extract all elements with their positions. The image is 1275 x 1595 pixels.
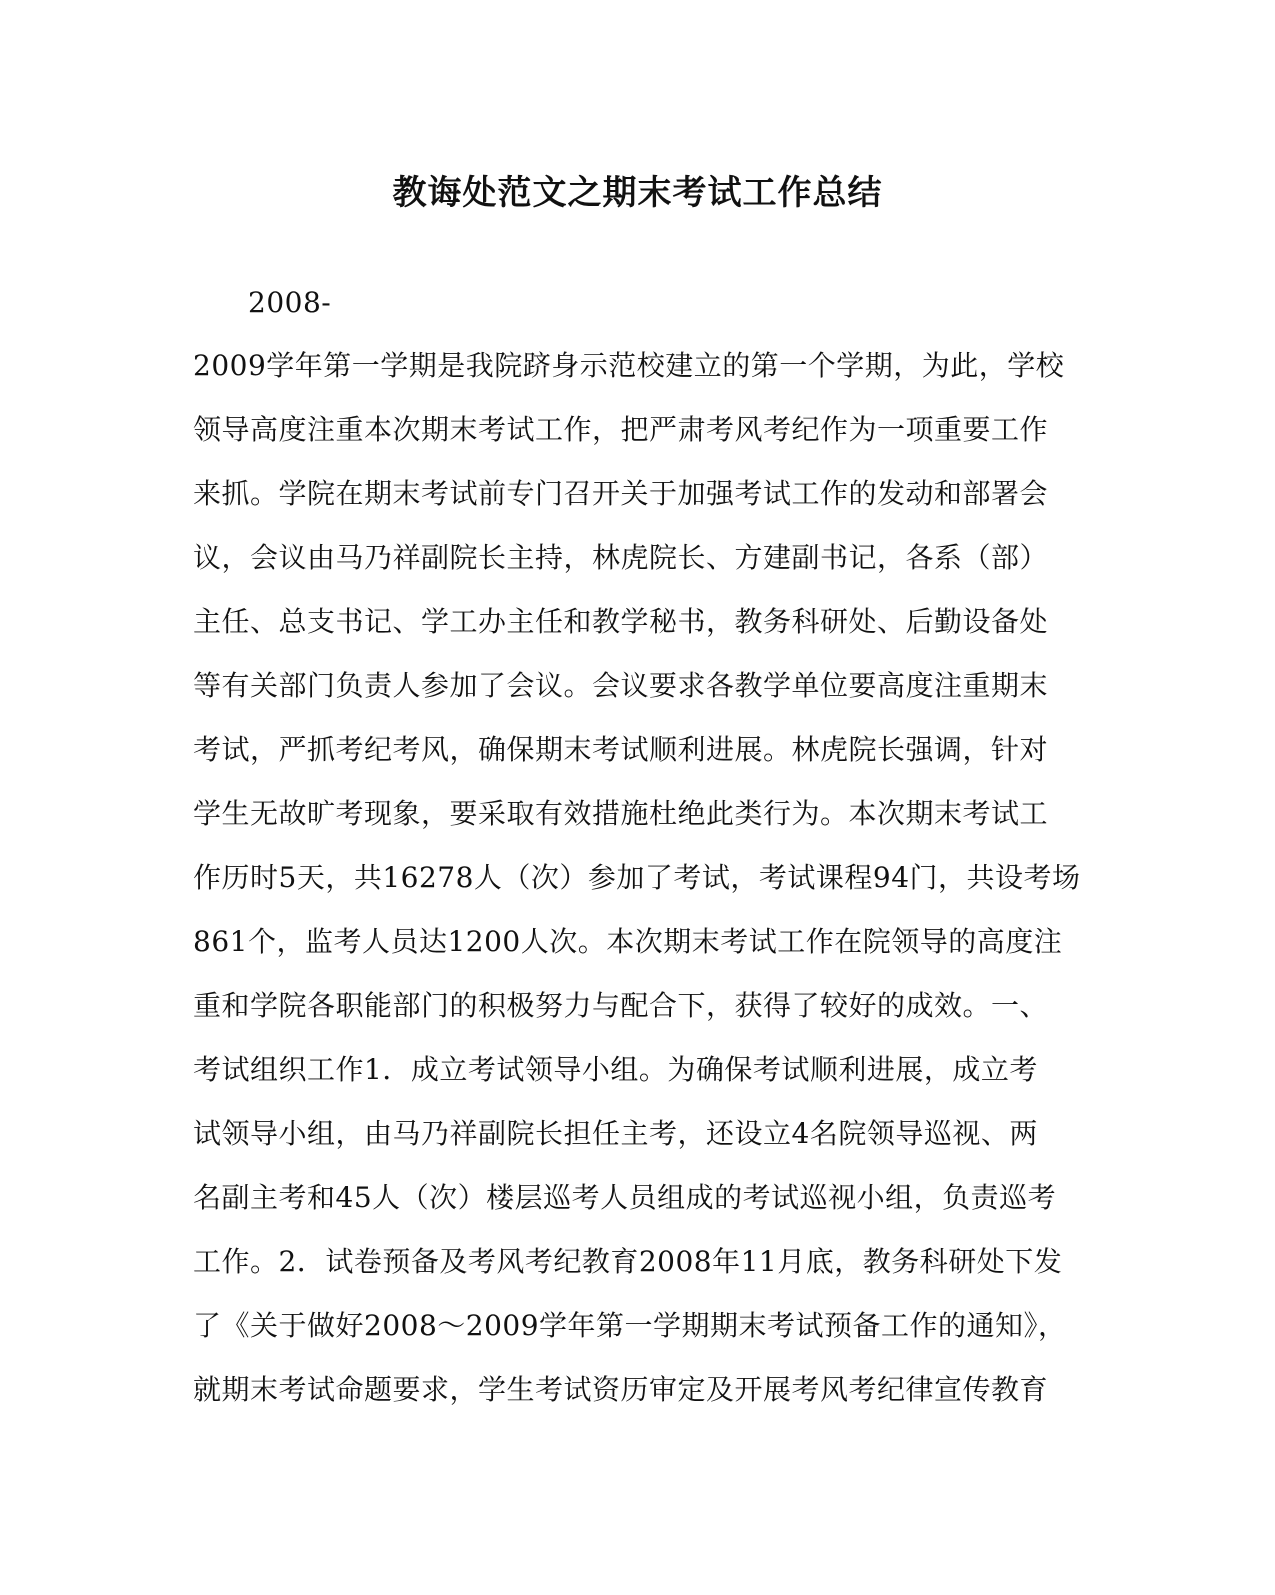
body-line: 工作。2．试卷预备及考风考纪教育2008年11月底，教务科研处下发 bbox=[193, 1245, 1063, 1278]
body-line: 就期末考试命题要求，学生考试资历审定及开展考风考纪律宣传教育 bbox=[193, 1373, 1049, 1406]
body-line: 考试，严抓考纪考风，确保期末考试顺利进展。林虎院长强调，针对 bbox=[193, 733, 1049, 766]
body-line: 作历时5天，共16278人（次）参加了考试，考试课程94门，共设考场 bbox=[193, 861, 1081, 894]
body-line: 等有关部门负责人参加了会议。会议要求各教学单位要高度注重期末 bbox=[193, 669, 1049, 702]
document-title: 教诲处范文之期末考试工作总结 bbox=[392, 173, 883, 213]
body-line: 861个，监考人员达1200人次。本次期末考试工作在院领导的高度注 bbox=[193, 925, 1063, 958]
body-line: 学生无故旷考现象，要采取有效措施杜绝此类行为。本次期末考试工 bbox=[193, 797, 1049, 830]
body-line: 议，会议由马乃祥副院长主持，林虎院长、方建副书记，各系（部） bbox=[193, 541, 1049, 574]
body-line: 考试组织工作1．成立考试领导小组。为确保考试顺利进展，成立考 bbox=[193, 1053, 1038, 1086]
body-line: 重和学院各职能部门的积极努力与配合下，获得了较好的成效。一、 bbox=[193, 989, 1049, 1022]
body-line: 2009学年第一学期是我院跻身示范校建立的第一个学期，为此，学校 bbox=[193, 349, 1065, 382]
body-line: 来抓。学院在期末考试前专门召开关于加强考试工作的发动和部署会 bbox=[193, 477, 1049, 510]
body-line: 主任、总支书记、学工办主任和教学秘书，教务科研处、后勤设备处 bbox=[193, 605, 1049, 638]
body-line: 了《关于做好2008～2009学年第一学期期末考试预备工作的通知》， bbox=[193, 1309, 1067, 1342]
body-line: 名副主考和45人（次）楼层巡考人员组成的考试巡视小组，负责巡考 bbox=[193, 1181, 1057, 1214]
body-line: 试领导小组，由马乃祥副院长担任主考，还设立4名院领导巡视、两 bbox=[193, 1117, 1038, 1150]
body-line: 2008- bbox=[248, 286, 332, 319]
body-line: 领导高度注重本次期末考试工作，把严肃考风考纪作为一项重要工作 bbox=[193, 413, 1049, 446]
